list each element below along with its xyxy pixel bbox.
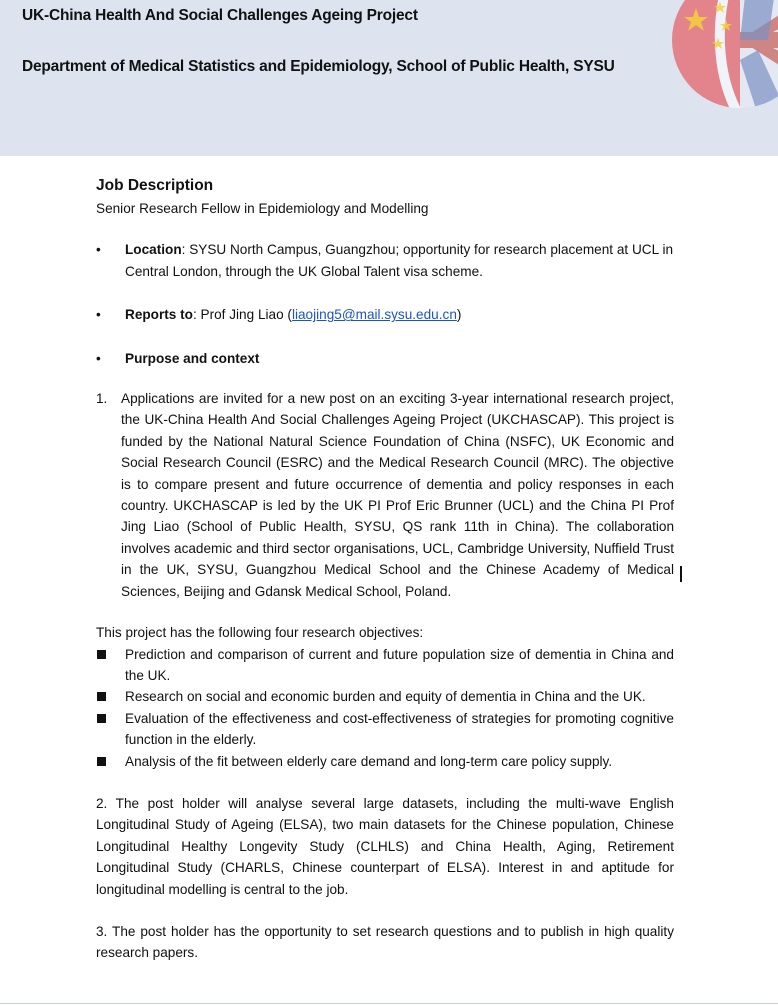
square-bullet <box>97 714 106 723</box>
point-number: 1. <box>96 391 108 407</box>
location-label: Location <box>125 242 182 258</box>
bullet-dot: • <box>96 307 101 323</box>
reports-label: Reports to <box>125 307 193 323</box>
reports-suffix: ) <box>456 307 462 323</box>
objective-text: Prediction and comparison of current and future population size of dementia in China and the UK. <box>125 646 674 683</box>
objective-item <box>96 686 674 707</box>
document-header <box>0 0 778 156</box>
project-logo <box>628 0 778 115</box>
logo-red-half <box>668 0 748 115</box>
objectives-intro: This project has the following four research objectives: <box>96 625 424 641</box>
objective-text: Research on social and economic burden and equity of dementia in China and the UK. <box>125 689 646 705</box>
objective-item <box>96 708 674 751</box>
point-2: 2. The post holder will analyse several large datasets, including the multi-wave English Longitudinal Study of Ageing (ELSA), two main datasets for the Chinese population, Chinese Longitudinal Healthy Longevity Study (CLHLS) and China Health, Aging, Retirement Longitudinal Study (CHARLS, Chinese counterpart of ELSA). Interest in and aptitude for longitudinal modelling is central to the job. <box>96 795 674 897</box>
job-title: Senior Research Fellow in Epidemiology and Modelling <box>96 201 429 216</box>
square-bullet <box>97 757 106 766</box>
bullet-dot: • <box>96 242 101 258</box>
point-1-text: Applications are invited for a new post on an exciting 3-year international research project, the UK-China Health And Social Challenges Ageing Project (UKCHASCAP). This project is funded by the National Natural Science Foundation of China (NSFC), UK Economic and Social Research Council (ESRC) and the Medical Research Council (MRC). The objective is to compare present and future occurrence of dementia and policy responses in each country. UKCHASCAP is led by the UK PI Prof Eric Brunner (UCL) and the China PI Prof Jing Liao (School of Public Health, SYSU, QS rank 11th in China). The collaboration involves academic and third sector organisations, UCL, Cambridge University, Nuffield Trust in the UK, SYSU, Guangzhou Medical School and the Chinese Academy of Medical Sciences, Beijing and Gdansk Medical School, Poland. <box>121 391 674 599</box>
section-title: Job Description <box>96 177 214 194</box>
reports-prefix: : Prof Jing Liao ( <box>192 307 292 323</box>
objective-text: Evaluation of the effectiveness and cost-effectiveness of strategies for promoting cognitive function in the elderly. <box>125 710 674 748</box>
objective-item <box>96 644 674 687</box>
point-1 <box>96 388 674 602</box>
contact-email-link[interactable]: liaojing5@mail.sysu.edu.cn <box>291 307 457 323</box>
text-cursor <box>680 566 682 582</box>
location-item <box>96 239 674 282</box>
project-title: UK-China Health And Social Challenges Ageing Project <box>22 7 418 24</box>
bullet-dot: • <box>96 350 101 366</box>
square-bullet <box>97 692 106 701</box>
page-bottom-border <box>0 1003 778 1004</box>
point-3: 3. The post holder has the opportunity to set research questions and to publish in high quality research papers. <box>96 923 674 961</box>
objective-text: Analysis of the fit between elderly care demand and long-term care policy supply. <box>125 753 613 769</box>
department-title: Department of Medical Statistics and Epidemiology, School of Public Health, SYSU <box>22 58 615 75</box>
objective-item <box>96 751 674 772</box>
purpose-item <box>96 348 674 369</box>
job-description-body <box>96 176 674 964</box>
location-text: : SYSU North Campus, Guangzhou; opportunity for research placement at UCL in Central London, through the UK Global Talent visa scheme. <box>125 242 674 279</box>
reports-to-item <box>96 304 674 325</box>
square-bullet <box>97 650 106 659</box>
purpose-label: Purpose and context <box>125 350 260 366</box>
